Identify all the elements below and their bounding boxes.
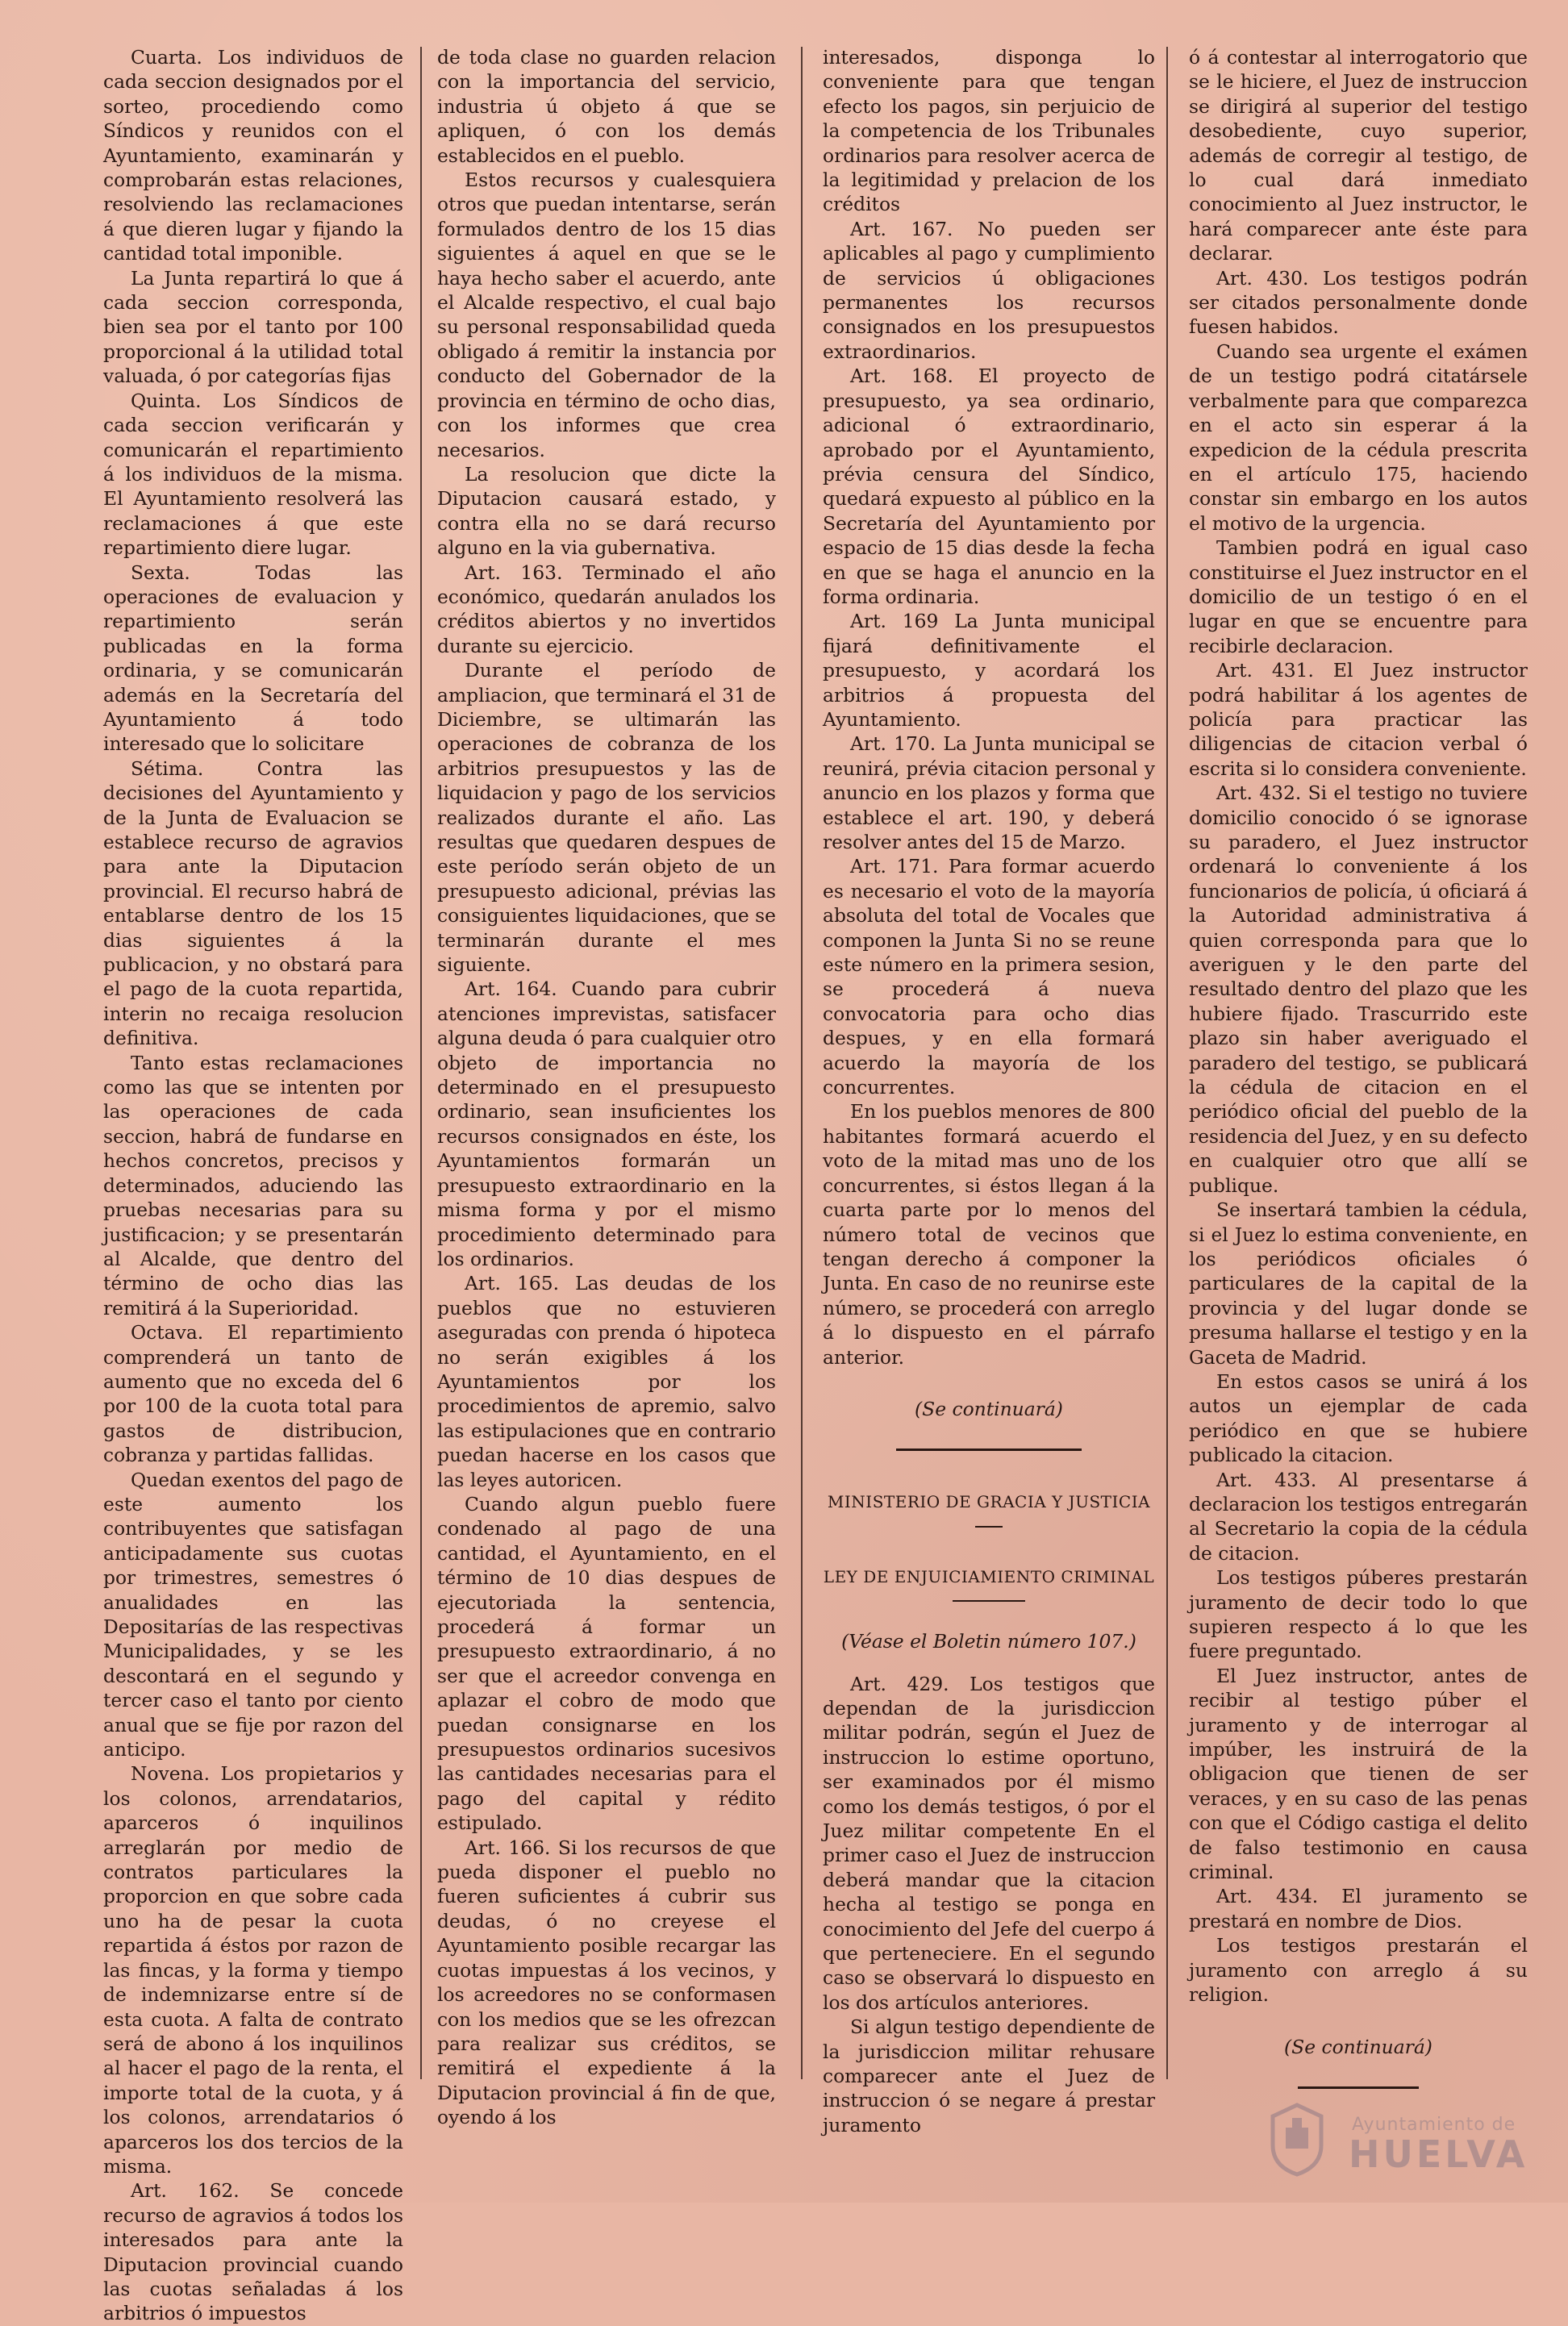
paragraph: Art. 170. La Junta municipal se reunirá, prévia citacion personal y anuncio en los plazos y forma que establece el art. 190, y deberá resolver antes del 15 de Marzo. bbox=[823, 732, 1155, 853]
text-column-1 bbox=[103, 45, 403, 2325]
paragraph: Estos recursos y cualesquiera otros que puedan intentarse, serán formulados dentro de los 15 dias siguientes á aquel en que se le haya hecho saber el acuerdo, ante el Alcalde respectivo, el cual bajo su personal responsabilidad queda obligado á remitir la instancia por conducto del Gobernador de la provincia en término de ocho dias, con los informes que crea necesarios. bbox=[437, 169, 776, 461]
column-divider bbox=[1166, 47, 1168, 2079]
paragraph: Art. 168. El proyecto de presupuesto, ya sea ordinario, adicional ó extraordinario, aprobado por el Ayuntamiento, prévia censura del Síndico, quedará expuesto al público en la Secretaría del Ayuntamiento por espacio de 15 dias desde la fecha en que se haga el anuncio en la forma ordinaria. bbox=[823, 365, 1155, 608]
text-column-4 bbox=[1189, 45, 1528, 2058]
watermark-title: HUELVA bbox=[1349, 2132, 1528, 2176]
paragraph: Los testigos prestarán el juramento con arreglo á su religion. bbox=[1189, 1934, 1528, 2007]
paragraph: Cuando algun pueblo fuere condenado al pago de una cantidad, el Ayuntamiento, en el término de 10 dias despues de ejecutoriada la sentencia, procederá á formar un presupuesto extraordinario, á no ser que el acreedor convenga en aplazar el cobro de modo que puedan consignarse en los presupuestos ordinarios sucesivos las cantidades necesarias para el pago del capital y rédito estipulado. bbox=[437, 1492, 776, 1835]
paragraph: Art. 171. Para formar acuerdo es necesario el voto de la mayoría absoluta del total de Vocales que componen la Junta Si no se reune este número en la primera sesion, se procederá á nueva convocatoria para ocho dias despues, y en ella formará acuerdo la mayoría de los concurrentes. bbox=[823, 855, 1155, 1099]
paragraph: Se insertará tambien la cédula, si el Juez lo estima conveniente, en los periódicos oficiales ó particulares de la capital de la provincia y del lugar donde se presuma hallarse el testigo y en la Gaceta de Madrid. bbox=[1189, 1198, 1528, 1369]
paragraph: Art. 165. Las deudas de los pueblos que no estuvieren aseguradas con prenda ó hipoteca no serán exigibles á los Ayuntamientos por los procedimientos de apremio, salvo las estipulaciones que en contrario puedan hacerse en los casos que las leyes autoricen. bbox=[437, 1272, 776, 1491]
paragraph: Cuando sea urgente el exámen de un testigo podrá citatársele verbalmente para que comparezca en el acto sin esperar á la expedicion de la cédula prescrita en el artículo 175, haciendo constar sin embargo en los autos el motivo de la urgencia. bbox=[1189, 340, 1528, 535]
end-rule bbox=[1298, 2086, 1419, 2089]
short-rule bbox=[975, 1526, 1003, 1528]
paragraph: ó á contestar al interrogatorio que se le hiciere, el Juez de instruccion se dirigirá al superior del testigo desobediente, cuyo superior, además de corregir al testigo, de lo cual dará inmediato conocimiento al Juez instructor, le hará comparecer ante éste para declarar. bbox=[1189, 46, 1528, 265]
text-column-2 bbox=[437, 45, 776, 2129]
paragraph: Art. 430. Los testigos podrán ser citados personalmente donde fuesen habidos. bbox=[1189, 266, 1528, 339]
paragraph: Novena. Los propietarios y los colonos, arrendatarios, aparceros ó inquilinos arreglarán por medio de contratos particulares la proporcion en que sobre cada uno ha de pesar la cuota repartida á éstos por razon de las fincas, y la forma y tiempo de indemnizarse entre sí de esta cuota. A falta de contrato será de abono á los inquilinos al hacer el pago de la renta, el importe total de la cuota, y á los colonos, arrendatarios ó aparceros los dos tercios de la misma. bbox=[103, 1762, 403, 2178]
paragraph: Tambien podrá en igual caso constituirse el Juez instructor en el domicilio de un testigo ó en el lugar en que se encuentre para recibirle declaracion. bbox=[1189, 536, 1528, 657]
paragraph: Tanto estas reclamaciones como las que se intenten por las operaciones de cada seccion, habrá de fundarse en hechos concretos, precisos y determinados, aduciendo las pruebas necesarias para su justificacion; y se presentarán al Alcalde, que dentro del término de ocho dias las remitirá á la Superioridad. bbox=[103, 1051, 403, 1319]
paragraph: Sexta. Todas las operaciones de evaluacion y repartimiento serán publicadas en la forma ordinaria, y se comunicarán además en la Secretaría del Ayuntamiento á todo interesado que lo solicitare bbox=[103, 561, 403, 756]
paragraph: Si algun testigo dependiente de la jurisdiccion militar rehusare comparecer ante el Juez de instruccion ó se negare á prestar juramento bbox=[823, 2015, 1155, 2136]
watermark-subtitle: Ayuntamiento de bbox=[1352, 2115, 1516, 2135]
paragraph: En los pueblos menores de 800 habitantes formará acuerdo el voto de la mitad mas uno de los concurrentes, si éstos llegan á la cuarta parte por lo menos del número total de vecinos que tengan derecho á componer la Junta. En caso de no reunirse este número, se procederá con arreglo á lo dispuesto en el párrafo anterior. bbox=[823, 1100, 1155, 1369]
text-column-3 bbox=[823, 45, 1155, 2136]
paragraph: Cuarta. Los individuos de cada seccion designados por el sorteo, procediendo como Síndicos y reunidos con el Ayuntamiento, examinarán y comprobarán estas relaciones, resolviendo las reclamaciones á que dieren lugar y fijando la cantidad total imponible. bbox=[103, 46, 403, 265]
paragraph: Art. 432. Si el testigo no tuviere domicilio conocido ó se ignorase su paradero, el Juez instructor ordenará lo conveniente á los funcionarios de policía, ú oficiará á la Autoridad administrativa á quien corresponda para que lo averiguen y le den parte del resultado dentro del plazo que les hubiere fijado. Trascurrido este plazo sin haber averiguado el paradero del testigo, se publicará la cédula de citacion en el periódico oficial del pueblo de la residencia del Juez, y en su defecto en cualquier otro que allí se publique. bbox=[1189, 782, 1528, 1197]
law-heading: LEY DE ENJUICIAMIENTO CRIMINAL bbox=[823, 1566, 1155, 1586]
paragraph: Octava. El repartimiento comprenderá un tanto de aumento que no exceda del 6 por 100 de la cuota total para gastos de distribucion, cobranza y partidas fallidas. bbox=[103, 1321, 403, 1467]
section-rule bbox=[896, 1449, 1082, 1451]
paragraph: de toda clase no guarden relacion con la importancia del servicio, industria ú objeto á que se apliquen, ó con los demás establecidos en el pueblo. bbox=[437, 46, 776, 167]
paragraph: Art. 163. Terminado el año económico, quedarán anulados los créditos abiertos y no invertidos durante su ejercicio. bbox=[437, 561, 776, 657]
column-divider bbox=[420, 47, 422, 2079]
paragraph: Los testigos púberes prestarán juramento de decir todo lo que supieren respecto á lo que les fuere preguntado. bbox=[1189, 1566, 1528, 1663]
continued-notice: (Se continuará) bbox=[1284, 2035, 1432, 2058]
paragraph: En estos casos se unirá á los autos un ejemplar de cada periódico en que se hubiere publicado la citacion. bbox=[1189, 1369, 1528, 1467]
ministry-heading: MINISTERIO DE GRACIA Y JUSTICIA bbox=[827, 1492, 1151, 1512]
paragraph: Art. 433. Al presentarse á declaracion los testigos entregarán al Secretario la copia de la cédula de citacion. bbox=[1189, 1468, 1528, 1565]
paragraph: El Juez instructor, antes de recibir al testigo púber el juramento y de interrogar al impúber, les instruirá de la obligacion que tienen de ser veraces, y en su caso de las penas con que el Código castiga el delito de falso testimonio en causa criminal. bbox=[1189, 1664, 1528, 1884]
paragraph: Art. 167. No pueden ser aplicables al pago y cumplimiento de servicios ú obligaciones permanentes los recursos consignados en los presupuestos extraordinarios. bbox=[823, 217, 1155, 363]
paragraph: Art. 164. Cuando para cubrir atenciones imprevistas, satisfacer alguna deuda ó para cualquier otro objeto de importancia no determinado en el presupuesto ordinario, sean insuficientes los recursos consignados en éste, los Ayuntamientos formarán un presupuesto extraordinario en la misma forma y por el mismo procedimiento determinado para los ordinarios. bbox=[437, 978, 776, 1270]
paragraph: Art. 434. El juramento se prestará en nombre de Dios. bbox=[1189, 1885, 1528, 1932]
paragraph: Quinta. Los Síndicos de cada seccion verificarán y comunicarán el repartimiento á los individuos de la misma. El Ayuntamiento resolverá las reclamaciones á que este repartimiento diere lugar. bbox=[103, 389, 403, 560]
continued-notice: (Se continuará) bbox=[915, 1397, 1063, 1420]
dashed-rule bbox=[953, 1600, 1025, 1602]
paragraph: La Junta repartirá lo que á cada seccion corresponda, bien sea por el tanto por 100 proporcional á la utilidad total valuada, ó por categorías fijas bbox=[103, 266, 403, 388]
paragraph: Sétima. Contra las decisiones del Ayuntamiento y de la Junta de Evaluacion se establece recurso de agravios para ante la Diputacion provincial. El recurso habrá de entablarse dentro de los 15 dias siguientes á la publicacion, y no obstará para el pago de la cuota repartida, interin no recaiga resolucion definitiva. bbox=[103, 757, 403, 1050]
paragraph: Durante el período de ampliacion, que terminará el 31 de Diciembre, se ultimarán las operaciones de cobranza de los arbitrios presupuestos y las de liquidacion y pago de los servicios realizados durante el año. Las resultas que quedaren despues de este período serán objeto de un presupuesto adicional, prévias las consiguientes liquidaciones, que se terminarán durante el mes siguiente. bbox=[437, 659, 776, 977]
column-divider bbox=[801, 47, 803, 2079]
paragraph: Art. 429. Los testigos que dependan de la jurisdiccion militar podrán, según el Juez de instruccion lo estime oportuno, ser examinados por él mismo como los demás testigos, ó por el Juez militar competente En el primer caso el Juez de instruccion deberá mandar que la citacion hecha al testigo se ponga en conocimiento del Jefe del cuerpo á que perteneciere. En el segundo caso se observará lo dispuesto en los dos artículos anteriores. bbox=[823, 1672, 1155, 2014]
paragraph: Art. 169 La Junta municipal fijará definitivamente el presupuesto, y acordará los arbitrios á propuesta del Ayuntamiento. bbox=[823, 610, 1155, 731]
paragraph: Quedan exentos del pago de este aumento los contribuyentes que satisfagan anticipadamente sus cuotas por trimestres, semestres ó anualidades en las Depositarías de las respectivas Municipalidades, y se les descontará en el segundo y tercer caso el tanto por ciento anual que se fije por razon del anticipo. bbox=[103, 1468, 403, 1761]
paragraph: Art. 431. El Juez instructor podrá habilitar á los agentes de policía para practicar las diligencias de citacion verbal ó escrita si lo considera conveniente. bbox=[1189, 659, 1528, 780]
bulletin-reference: (Véase el Boletin número 107.) bbox=[841, 1630, 1136, 1653]
paragraph: interesados, disponga lo conveniente para que tengan efecto los pagos, sin perjuicio de la competencia de los Tribunales ordinarios para resolver acerca de la legitimidad y prelacion de los créditos bbox=[823, 46, 1155, 216]
paragraph: Art. 166. Si los recursos de que pueda disponer el pueblo no fueren suficientes á cubrir sus deudas, ó no creyese el Ayuntamiento posible recargar las cuotas impuestas á los vecinos, y los acreedores no se conformasen con los medios que se les ofrezcan para realizar sus créditos, se remitirá el expediente á la Diputacion provincial á fin de que, oyendo á los bbox=[437, 1836, 776, 2129]
paragraph: Art. 162. Se concede recurso de agravios á todos los interesados para ante la Diputacion provincial cuando las cuotas señaladas á los arbitrios ó impuestos bbox=[103, 2179, 403, 2325]
paragraph: La resolucion que dicte la Diputacion causará estado, y contra ella no se dará recurso alguno en la via gubernativa. bbox=[437, 462, 776, 560]
archive-watermark bbox=[1265, 2100, 1555, 2181]
crest-icon bbox=[1265, 2100, 1329, 2178]
